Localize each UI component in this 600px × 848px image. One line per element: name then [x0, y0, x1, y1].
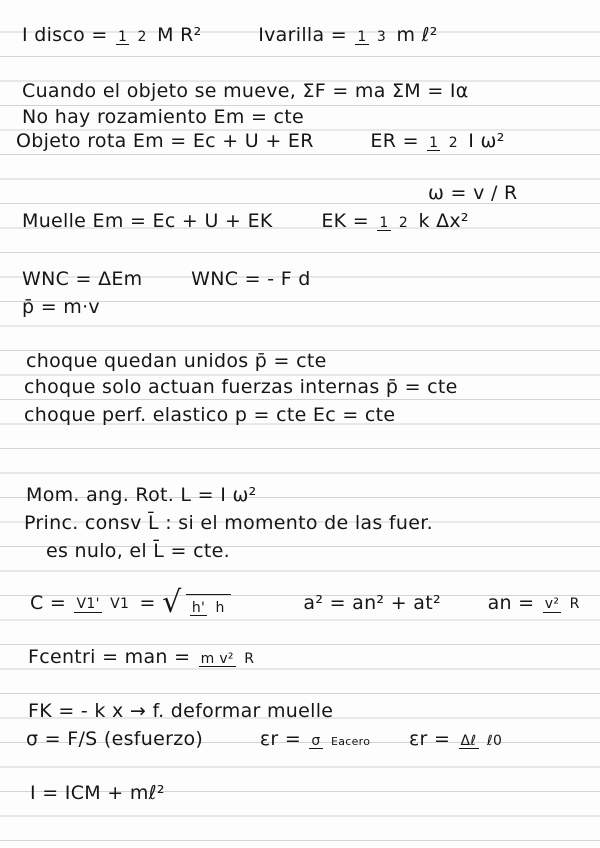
elastic-energy-term: k Δx² — [418, 210, 469, 232]
line-spring — [22, 210, 469, 232]
fraction-velocity-ratio: V1' V1 — [76, 596, 130, 613]
fraction-one-third: 1 3 — [357, 28, 387, 45]
fraction-one-half: 1 2 — [117, 28, 147, 45]
line-conservation: Princ. consv L̄ : si el momento de las fuer. — [24, 512, 433, 534]
line-angular-momentum: Mom. ang. Rot. L = I ω² — [26, 484, 257, 506]
line-parallel-axis: I = ICM + mℓ² — [30, 782, 165, 804]
line-restitution: C = V1' V1 = √ h' h a² = an² + at² an = v² R — [30, 585, 580, 620]
line-hooke: FK = - k x → f. deformar muelle — [28, 700, 334, 722]
disc-inertia-label: I disco = — [22, 24, 108, 46]
fraction-sigma-over-e: σ Eacero — [311, 732, 371, 749]
fraction-one-half: 1 2 — [379, 214, 409, 231]
rotational-energy-term: I ω² — [468, 130, 505, 152]
line-momentum: p̄ = m·v — [22, 296, 100, 318]
sqrt-height-ratio: √ h' h — [162, 588, 231, 618]
acceleration-eq: a² = an² + at² — [303, 591, 441, 614]
restitution-label: C = — [30, 591, 67, 614]
elastic-energy-label: EK = — [321, 210, 369, 232]
normal-accel-label: an = — [487, 591, 535, 614]
line-rotation — [16, 130, 505, 152]
rod-inertia-label: Ivarilla = — [258, 24, 347, 46]
fraction-one-half: 1 2 — [429, 134, 458, 151]
line-angular-velocity: ω = v / R — [428, 182, 518, 204]
centripetal-label: Fcentri = man = — [28, 646, 191, 668]
fraction-dl-over-l0: Δℓ ℓ0 — [460, 732, 503, 749]
line-no-friction: No hay rozamiento Em = cte — [22, 106, 305, 128]
line-collision-internal: choque solo actuan fuerzas internas p̄ = cte — [24, 376, 458, 398]
stress-eq: σ = F/S (esfuerzo) — [26, 728, 204, 750]
strain-label-2: εr = — [408, 728, 451, 750]
work-force-eq: WNC = - F d — [191, 268, 311, 290]
line-collision-elastic: choque perf. elastico p = cte Ec = cte — [24, 404, 396, 426]
rotation-energy-eq: Objeto rota Em = Ec + U + ER — [16, 130, 314, 152]
fraction-v2-over-r: v² R — [544, 596, 580, 613]
rotational-energy-label: ER = — [370, 130, 419, 152]
line-centripetal — [28, 646, 258, 668]
disc-inertia-term: M R² — [157, 24, 202, 46]
line-stress-strain — [26, 728, 506, 750]
line-moment-inertia — [22, 24, 438, 46]
line-conservation-cont: es nulo, el L̄ = cte. — [46, 540, 230, 562]
rod-inertia-term: m ℓ² — [396, 24, 438, 46]
fraction-mv2-over-r: m v² R — [200, 650, 255, 667]
spring-energy-eq: Muelle Em = Ec + U + EK — [22, 210, 273, 232]
strain-label-1: εr = — [259, 728, 302, 750]
line-work — [22, 268, 311, 290]
line-collision-united: choque quedan unidos p̄ = cte — [26, 350, 327, 372]
work-energy-eq: WNC = ΔEm — [22, 268, 143, 290]
line-motion: Cuando el objeto se mueve, ΣF = ma ΣM = Iα — [22, 80, 469, 102]
